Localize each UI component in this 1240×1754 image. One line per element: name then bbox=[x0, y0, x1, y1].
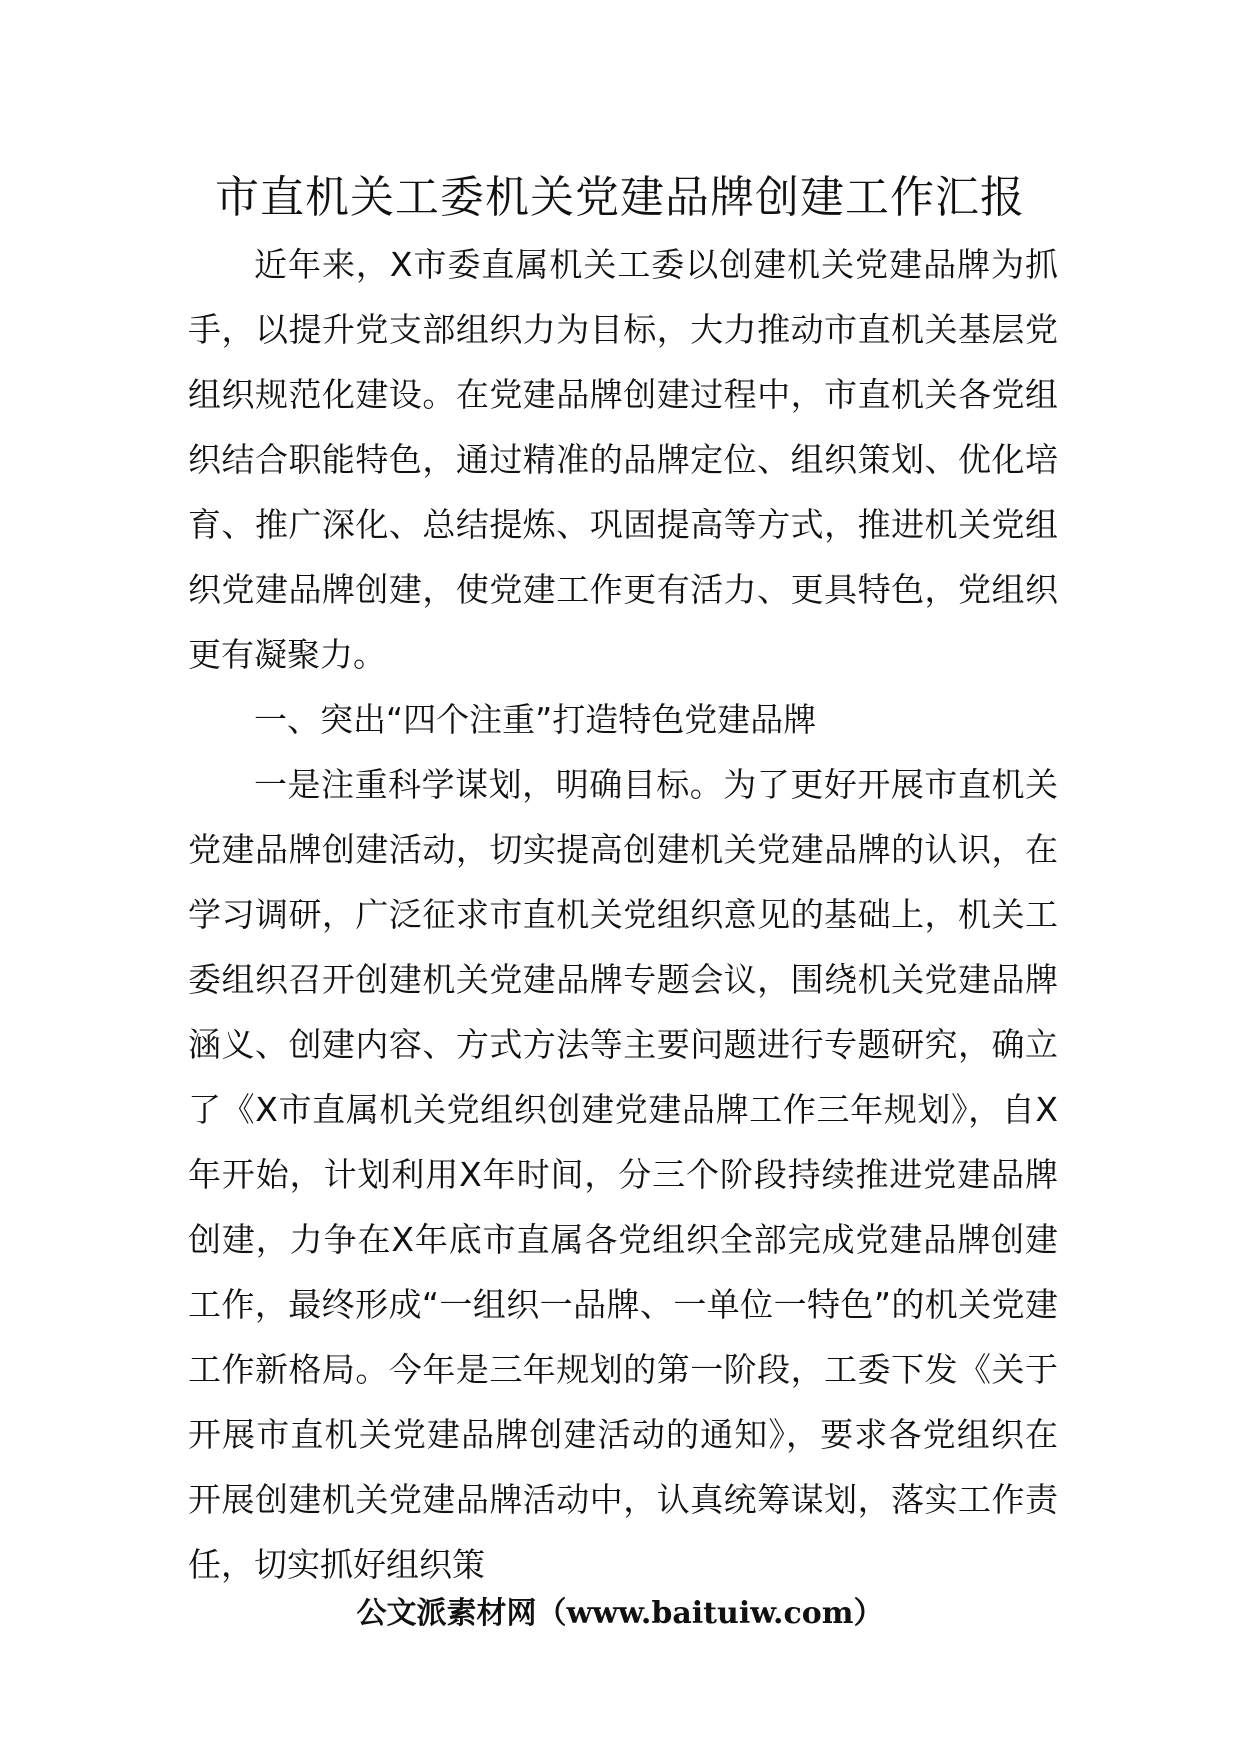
section-heading: 一、突出“四个注重”打造特色党建品牌 bbox=[254, 700, 817, 739]
intro-paragraph: 近年来，X市委直属机关工委以创建机关党建品牌为抓手，以提升党支部组织力为目标，大力推动市直机关基层党组织规范化建设。在党建品牌创建过程中，市直机关各党组织结合职能特色，通过精准的品牌定位、组织策划、优化培育、推广深化、总结提炼、巩固提高等方式，推进机关党组织党建品牌创建，使党建工作更有活力、更具特色，党组织更有凝聚力。 bbox=[188, 245, 1058, 674]
document-title: 市直机关工委机关党建品牌创建工作汇报 bbox=[215, 172, 1025, 223]
document-body bbox=[188, 232, 1058, 1597]
footer-watermark: 公文派素材网（www.baituiw.com） bbox=[356, 1596, 884, 1631]
section-paragraph: 一是注重科学谋划，明确目标。为了更好开展市直机关党建品牌创建活动，切实提高创建机关党建品牌的认识，在学习调研，广泛征求市直机关党组织意见的基础上，机关工委组织召开创建机关党建品牌专题会议，围绕机关党建品牌涵义、创建内容、方式方法等主要问题进行专题研究，确立了《X市直属机关党组织创建党建品牌工作三年规划》，自X年开始，计划利用X年时间，分三个阶段持续推进党建品牌创建，力争在X年底市直属各党组织全部完成党建品牌创建工作，最终形成“一组织一品牌、一单位一特色”的机关党建工作新格局。今年是三年规划的第一阶段，工委下发《关于开展市直机关党建品牌创建活动的通知》，要求各党组织在开展创建机关党建品牌活动中，认真统筹谋划，落实工作责任，切实抓好组织策 bbox=[188, 765, 1058, 1584]
